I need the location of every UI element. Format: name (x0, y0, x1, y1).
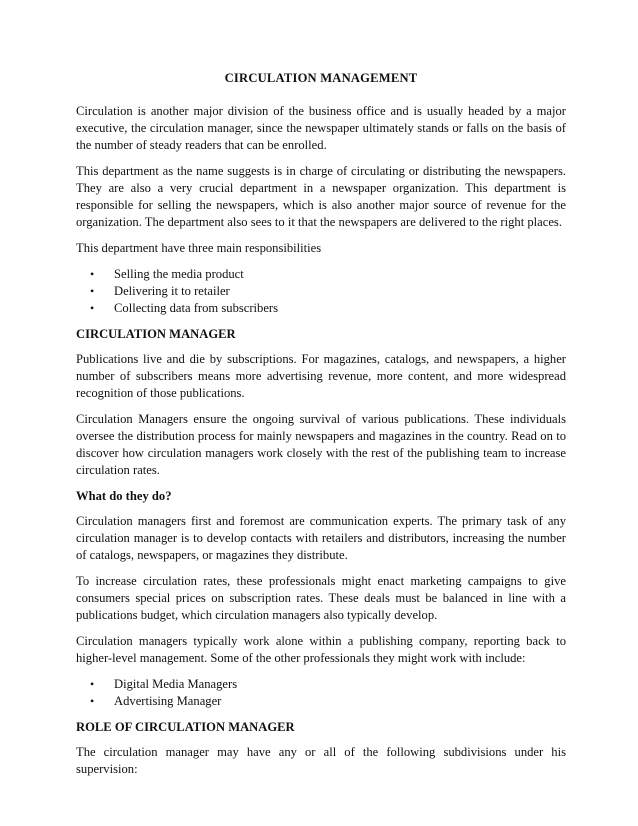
responsibilities-list (76, 266, 566, 317)
what-paragraph-2: To increase circulation rates, these professionals might enact marketing campaigns to give consumers special prices on subscription rates. These deals must be balanced in line with a publications budget, which circulation managers also typically develop. (76, 574, 566, 622)
section-heading-role: ROLE OF CIRCULATION MANAGER (76, 720, 295, 734)
intro-paragraph-3: This department have three main responsibilities (76, 241, 322, 255)
list-item (76, 266, 566, 283)
list-item-text: Selling the media product (114, 267, 244, 281)
list-item (76, 300, 566, 317)
page-title: CIRCULATION MANAGEMENT (224, 71, 418, 85)
coworkers-list (76, 676, 566, 710)
manager-paragraph-2: Circulation Managers ensure the ongoing survival of various publications. These individuals oversee the distribution process for mainly newspapers and magazines in the country. Read on to discover how circulation managers work closely with the rest of the publishing team to increase circulation rates. (76, 412, 566, 477)
manager-paragraph-1: Publications live and die by subscriptions. For magazines, catalogs, and newspapers, a higher number of subscribers means more advertising revenue, more content, and more widespread recognition of those publications. (76, 352, 566, 400)
what-paragraph-3: Circulation managers typically work alone within a publishing company, reporting back to higher-level management. Some of the other professionals they might work with include: (76, 634, 566, 665)
role-paragraph-1: The circulation manager may have any or all of the following subdivisions under his supervision: (76, 745, 566, 776)
list-item-text: Collecting data from subscribers (114, 301, 279, 315)
bullet-icon: • (90, 284, 95, 298)
list-item (76, 283, 566, 300)
bullet-icon: • (90, 301, 95, 315)
intro-paragraph-1: Circulation is another major division of the business office and is usually headed by a major executive, the circulation manager, since the newspaper ultimately stands or falls on the basis of the number of steady readers that can be enrolled. (76, 104, 566, 152)
section-heading-circulation-manager: CIRCULATION MANAGER (76, 327, 236, 341)
what-paragraph-1: Circulation managers first and foremost are communication experts. The primary task of any circulation manager is to develop contacts with retailers and distributors, increasing the number of catalogs, newspapers, or magazines they distribute. (76, 514, 566, 562)
bullet-icon: • (90, 694, 95, 708)
list-item (76, 693, 566, 710)
list-item-text: Digital Media Managers (114, 677, 238, 691)
list-item-text: Delivering it to retailer (114, 284, 230, 298)
bullet-icon: • (90, 267, 95, 281)
list-item (76, 676, 566, 693)
list-item-text: Advertising Manager (114, 694, 222, 708)
section-heading-what-do-they-do: What do they do? (76, 489, 172, 503)
intro-paragraph-2: This department as the name suggests is in charge of circulating or distributing the newspapers. They are also a very crucial department in a newspaper organization. This department is responsible for selling the newspapers, which is also another major source of revenue for the organization. The department also sees to it that the newspapers are delivered to the right places. (76, 164, 566, 229)
bullet-icon: • (90, 677, 95, 691)
